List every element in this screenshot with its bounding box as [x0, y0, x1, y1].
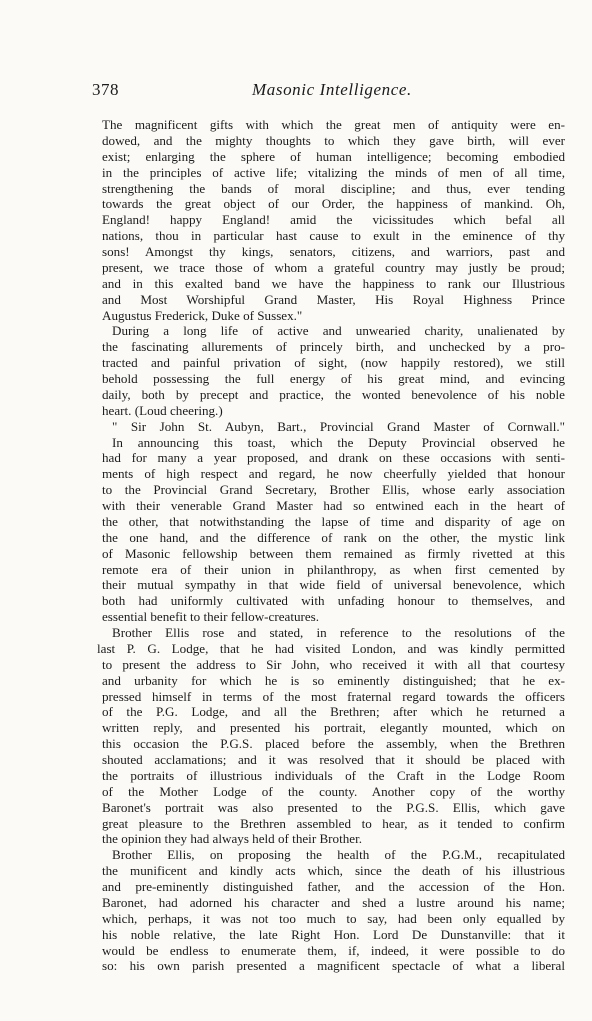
text-line: in the principles of active life; vitalizing the minds of men of all time,	[102, 164, 565, 180]
text-line: so: his own parish presented a magnificent spectacle of what a liberal	[102, 958, 565, 974]
text-line: Baronet's portrait was also presented to the P.G.S. Ellis, which gave	[102, 799, 565, 815]
text-line: his noble relative, the late Right Hon. Lord De Dunstanville: that it	[102, 926, 565, 942]
text-line: to present the address to Sir John, who received it with all that courtesy	[102, 656, 565, 672]
text-line: written reply, and presented his portrait, elegantly mounted, which on	[102, 720, 565, 736]
text-line: the other, that notwithstanding the lapse of time and disparity of age on	[102, 513, 565, 529]
text-line: both had uniformly cultivated with unfading honour to themselves, and	[102, 593, 565, 609]
text-line: the one hand, and the difference of rank on the other, the mystic link	[102, 529, 565, 545]
text-line: which, perhaps, it was not too much to say, had been only equalled by	[102, 910, 565, 926]
text-line: and in this exalted band we have the happiness to rank our Illustrious	[102, 275, 565, 291]
text-line: present, we trace those of whom a grateful country may justly be proud;	[102, 259, 565, 275]
text-line: dowed, and the mighty thoughts to which they gave birth, will ever	[102, 132, 565, 148]
text-line: and Most Worshipful Grand Master, His Royal Highness Prince	[102, 291, 565, 307]
text-line: of Masonic fellowship between them remained as firmly rivetted at this	[102, 545, 565, 561]
text-line: and pre-eminently distinguished father, and the accession of the Hon.	[102, 879, 565, 894]
text-line: had for many a year proposed, and drank on these occasions with senti-	[102, 450, 565, 466]
text-line: towards the great object of our Order, the happiness of mankind. Oh,	[102, 196, 565, 212]
text-line: essential benefit to their fellow-creatures.	[102, 609, 320, 625]
text-line: the munificent and kindly acts which, since the death of his illustrious	[102, 863, 565, 879]
running-head: Masonic Intelligence.	[252, 80, 412, 99]
text-line: remote era of their union in philanthropy, as when first cemented by	[102, 561, 565, 577]
text-line: Brother Ellis rose and stated, in reference to the resolutions of the	[112, 625, 565, 640]
text-line: sons! Amongst thy kings, senators, citizens, and warriors, past and	[102, 244, 565, 259]
text-line: great pleasure to the Brethren assembled to hear, as it tended to confirm	[102, 815, 565, 831]
text-line: shouted acclamations; and it was resolved that it should be placed with	[102, 752, 565, 767]
text-line: England! happy England! amid the vicissitudes which befal all	[102, 212, 565, 228]
text-line: heart. (Loud cheering.)	[102, 402, 223, 418]
text-line: with their venerable Grand Master had so entwined each in the heart of	[102, 498, 565, 513]
text-line: Baronet, had adorned his character and shed a lustre around his name;	[102, 894, 565, 910]
text-line: Augustus Frederick, Duke of Sussex."	[102, 307, 303, 323]
text-line: the opinion they had always held of their Brother.	[102, 831, 362, 847]
text-line: of the P.G. Lodge, and all the Brethren; after which he returned a	[102, 704, 565, 720]
page-number: 378	[92, 80, 119, 99]
text-line: to the Provincial Grand Secretary, Brother Ellis, whose early association	[102, 482, 565, 498]
text-line: their mutual sympathy in that wide field of universal benevolence, which	[102, 577, 565, 593]
text-line: of the Mother Lodge of the county. Another copy of the worthy	[102, 783, 565, 799]
text-line: would be endless to enumerate them, if, indeed, it were possible to do	[102, 942, 565, 958]
text-line: Brother Ellis, on proposing the health of the P.G.M., recapitulated	[112, 847, 565, 863]
text-line: exist; enlarging the sphere of human intelligence; becoming embodied	[102, 148, 565, 164]
text-line: the portraits of illustrious individuals of the Craft in the Lodge Room	[102, 767, 565, 783]
text-line: nations, thou in particular hast cause to exult in the eminence of thy	[102, 228, 565, 244]
text-line: During a long life of active and unwearied charity, unalienated by	[112, 323, 565, 339]
text-line: daily, both by precept and practice, the wonted benevolence of his noble	[102, 386, 565, 402]
text-line: last P. G. Lodge, that he had visited London, and was kindly permitted	[97, 640, 565, 656]
text-line: the fascinating allurements of princely birth, and unchecked by a pro-	[102, 339, 565, 355]
page-header	[92, 80, 502, 102]
text-line: this occasion the P.G.S. placed before the assembly, when the Brethren	[102, 736, 565, 752]
text-line: ments of high respect and regard, he now cheerfully yielded that honour	[102, 466, 565, 482]
text-line: tracted and painful privation of sight, (now happily restored), we still	[102, 355, 565, 371]
text-line: and urbanity for which he is so eminently distinguished; that he ex-	[102, 672, 565, 688]
text-line: behold possessing the full energy of his great mind, and evincing	[102, 371, 565, 386]
text-line: strengthening the bands of moral discipline; and thus, ever tending	[102, 180, 565, 196]
text-line: pressed himself in terms of the most fraternal regard towards the officers	[102, 688, 565, 704]
text-line: In announcing this toast, which the Deputy Provincial observed he	[112, 434, 565, 450]
text-line: " Sir John St. Aubyn, Bart., Provincial Grand Master of Cornwall."	[112, 418, 565, 434]
article-body	[97, 117, 565, 974]
text-line: The magnificent gifts with which the great men of antiquity were en-	[102, 117, 565, 132]
